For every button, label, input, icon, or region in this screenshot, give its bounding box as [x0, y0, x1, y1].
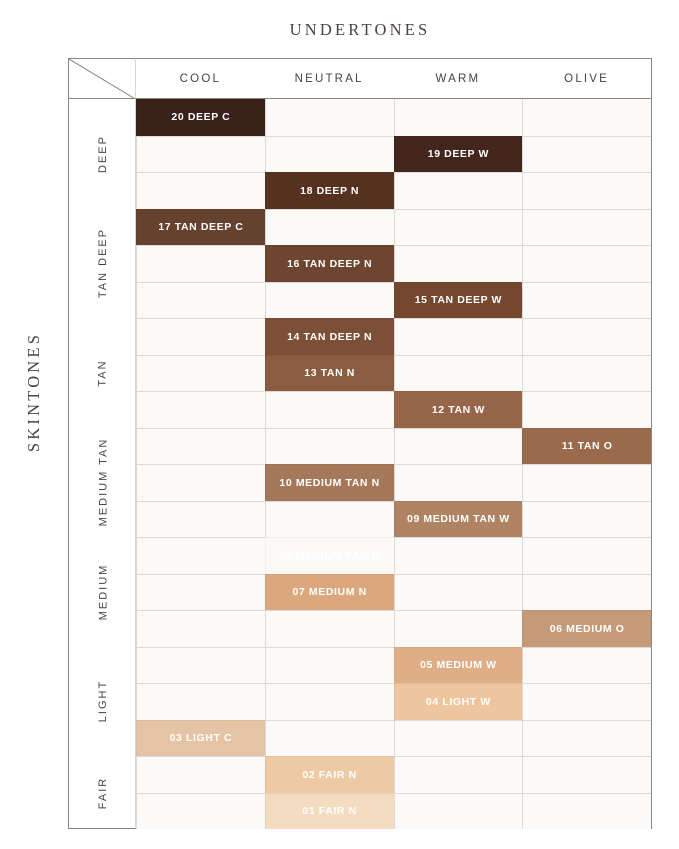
empty-cell[interactable]	[136, 464, 265, 501]
empty-cell[interactable]	[136, 610, 265, 647]
empty-cell[interactable]	[394, 428, 523, 465]
shade-swatch[interactable]: 07 MEDIUM N	[265, 574, 394, 611]
matrix-corner-cell	[68, 58, 136, 99]
empty-cell[interactable]	[136, 245, 265, 282]
row-group-label-medium-tan	[69, 428, 137, 538]
row-group-label-text: MEDIUM	[96, 563, 109, 621]
shade-swatch[interactable]: 04 LIGHT W	[394, 683, 523, 720]
empty-cell[interactable]	[136, 574, 265, 611]
shade-swatch[interactable]: 17 TAN DEEP C	[136, 209, 265, 246]
matrix-row	[136, 793, 651, 830]
empty-cell[interactable]	[265, 501, 394, 538]
empty-cell[interactable]	[136, 318, 265, 355]
empty-cell[interactable]	[265, 647, 394, 684]
empty-cell[interactable]	[522, 464, 651, 501]
shade-swatch[interactable]: 11 TAN O	[522, 428, 651, 465]
empty-cell[interactable]	[394, 209, 523, 246]
shade-matrix	[68, 58, 652, 829]
empty-cell[interactable]	[522, 318, 651, 355]
matrix-row	[136, 99, 651, 136]
empty-cell[interactable]	[522, 537, 651, 574]
matrix-row	[136, 464, 651, 501]
shade-swatch[interactable]: 05 MEDIUM W	[394, 647, 523, 684]
empty-cell[interactable]	[136, 136, 265, 173]
matrix-row	[136, 501, 651, 538]
page-title-undertones: UNDERTONES	[289, 20, 431, 39]
empty-cell[interactable]	[522, 282, 651, 319]
shade-swatch[interactable]: 12 TAN W	[394, 391, 523, 428]
empty-cell[interactable]	[394, 720, 523, 757]
matrix-row	[136, 574, 651, 611]
row-group-label-tan	[69, 318, 137, 428]
empty-cell[interactable]	[394, 318, 523, 355]
empty-cell[interactable]	[136, 282, 265, 319]
empty-cell[interactable]	[265, 720, 394, 757]
column-header-warm: WARM	[435, 72, 481, 85]
empty-cell[interactable]	[522, 647, 651, 684]
empty-cell[interactable]	[394, 574, 523, 611]
empty-cell[interactable]	[522, 136, 651, 173]
empty-cell[interactable]	[522, 391, 651, 428]
row-group-label-light	[69, 647, 137, 757]
row-group-label-medium	[69, 537, 137, 647]
column-header-cool: COOL	[179, 72, 222, 85]
shade-swatch[interactable]: 01 FAIR N	[265, 793, 394, 830]
shade-swatch[interactable]: 16 TAN DEEP N	[265, 245, 394, 282]
page-title-skintones: SKINTONES	[24, 331, 43, 453]
shade-swatch[interactable]: 14 TAN DEEP N	[265, 318, 394, 355]
matrix-row	[136, 647, 651, 684]
empty-cell[interactable]	[136, 501, 265, 538]
empty-cell[interactable]	[136, 756, 265, 793]
empty-cell[interactable]	[394, 355, 523, 392]
row-group-label-text: LIGHT	[97, 680, 109, 723]
shade-swatch[interactable]: 02 FAIR N	[265, 756, 394, 793]
row-group-label-tan-deep	[69, 209, 137, 319]
empty-cell[interactable]	[136, 391, 265, 428]
empty-cell[interactable]	[394, 537, 523, 574]
shade-swatch[interactable]: 18 DEEP N	[265, 172, 394, 209]
column-headers	[136, 58, 652, 99]
empty-cell[interactable]	[522, 99, 651, 136]
row-group-label-deep	[69, 99, 137, 209]
matrix-row	[136, 610, 651, 647]
empty-cell[interactable]	[136, 683, 265, 720]
empty-cell[interactable]	[265, 683, 394, 720]
shade-swatch[interactable]: 06 MEDIUM O	[522, 610, 651, 647]
empty-cell[interactable]	[265, 610, 394, 647]
shade-swatch[interactable]: 10 MEDIUM TAN N	[265, 464, 394, 501]
empty-cell[interactable]	[136, 793, 265, 830]
empty-cell[interactable]	[265, 209, 394, 246]
empty-cell[interactable]	[394, 610, 523, 647]
row-group-label-text: TAN	[97, 359, 109, 387]
empty-cell[interactable]	[522, 355, 651, 392]
empty-cell[interactable]	[394, 172, 523, 209]
matrix-row	[136, 318, 651, 355]
matrix-row	[136, 391, 651, 428]
empty-cell[interactable]	[136, 647, 265, 684]
column-header-neutral: NEUTRAL	[294, 72, 364, 85]
shade-swatch[interactable]: 15 TAN DEEP W	[394, 282, 523, 319]
shade-swatch[interactable]: 20 DEEP C	[136, 99, 265, 136]
diagonal-divider-icon	[69, 59, 136, 99]
shade-swatch[interactable]: 08 MEDIUM TAN N	[265, 537, 394, 574]
row-group-label-text: FAIR	[96, 776, 109, 809]
row-group-label-text: TAN DEEP	[97, 228, 110, 299]
empty-cell[interactable]	[265, 282, 394, 319]
shade-swatch[interactable]: 13 TAN N	[265, 355, 394, 392]
empty-cell[interactable]	[522, 209, 651, 246]
empty-cell[interactable]	[394, 793, 523, 830]
row-group-label-fair	[69, 756, 137, 829]
shade-swatch[interactable]: 03 LIGHT C	[136, 720, 265, 757]
empty-cell[interactable]	[522, 501, 651, 538]
shade-swatch[interactable]: 19 DEEP W	[394, 136, 523, 173]
matrix-row	[136, 428, 651, 465]
empty-cell[interactable]	[136, 428, 265, 465]
matrix-row	[136, 355, 651, 392]
empty-cell[interactable]	[265, 391, 394, 428]
empty-cell[interactable]	[136, 172, 265, 209]
empty-cell[interactable]	[522, 245, 651, 282]
empty-cell[interactable]	[394, 756, 523, 793]
empty-cell[interactable]	[394, 464, 523, 501]
matrix-row	[136, 209, 651, 246]
row-group-label-text: MEDIUM TAN	[97, 437, 109, 527]
matrix-row	[136, 537, 651, 574]
empty-cell[interactable]	[265, 99, 394, 136]
empty-cell[interactable]	[522, 793, 651, 830]
empty-cell[interactable]	[136, 355, 265, 392]
row-group-label-text: DEEP	[97, 134, 109, 173]
matrix-row	[136, 683, 651, 720]
empty-cell[interactable]	[265, 136, 394, 173]
matrix-row	[136, 136, 651, 173]
matrix-row	[136, 756, 651, 793]
shade-swatch[interactable]: 09 MEDIUM TAN W	[394, 501, 523, 538]
empty-cell[interactable]	[522, 172, 651, 209]
empty-cell[interactable]	[522, 683, 651, 720]
empty-cell[interactable]	[265, 428, 394, 465]
empty-cell[interactable]	[522, 720, 651, 757]
empty-cell[interactable]	[522, 574, 651, 611]
row-group-labels	[68, 99, 136, 829]
matrix-row	[136, 245, 651, 282]
empty-cell[interactable]	[136, 537, 265, 574]
empty-cell[interactable]	[394, 99, 523, 136]
empty-cell[interactable]	[394, 245, 523, 282]
empty-cell[interactable]	[522, 756, 651, 793]
matrix-body	[136, 99, 652, 829]
matrix-row	[136, 282, 651, 319]
matrix-row	[136, 172, 651, 209]
column-header-olive: OLIVE	[564, 72, 610, 85]
matrix-row	[136, 720, 651, 757]
